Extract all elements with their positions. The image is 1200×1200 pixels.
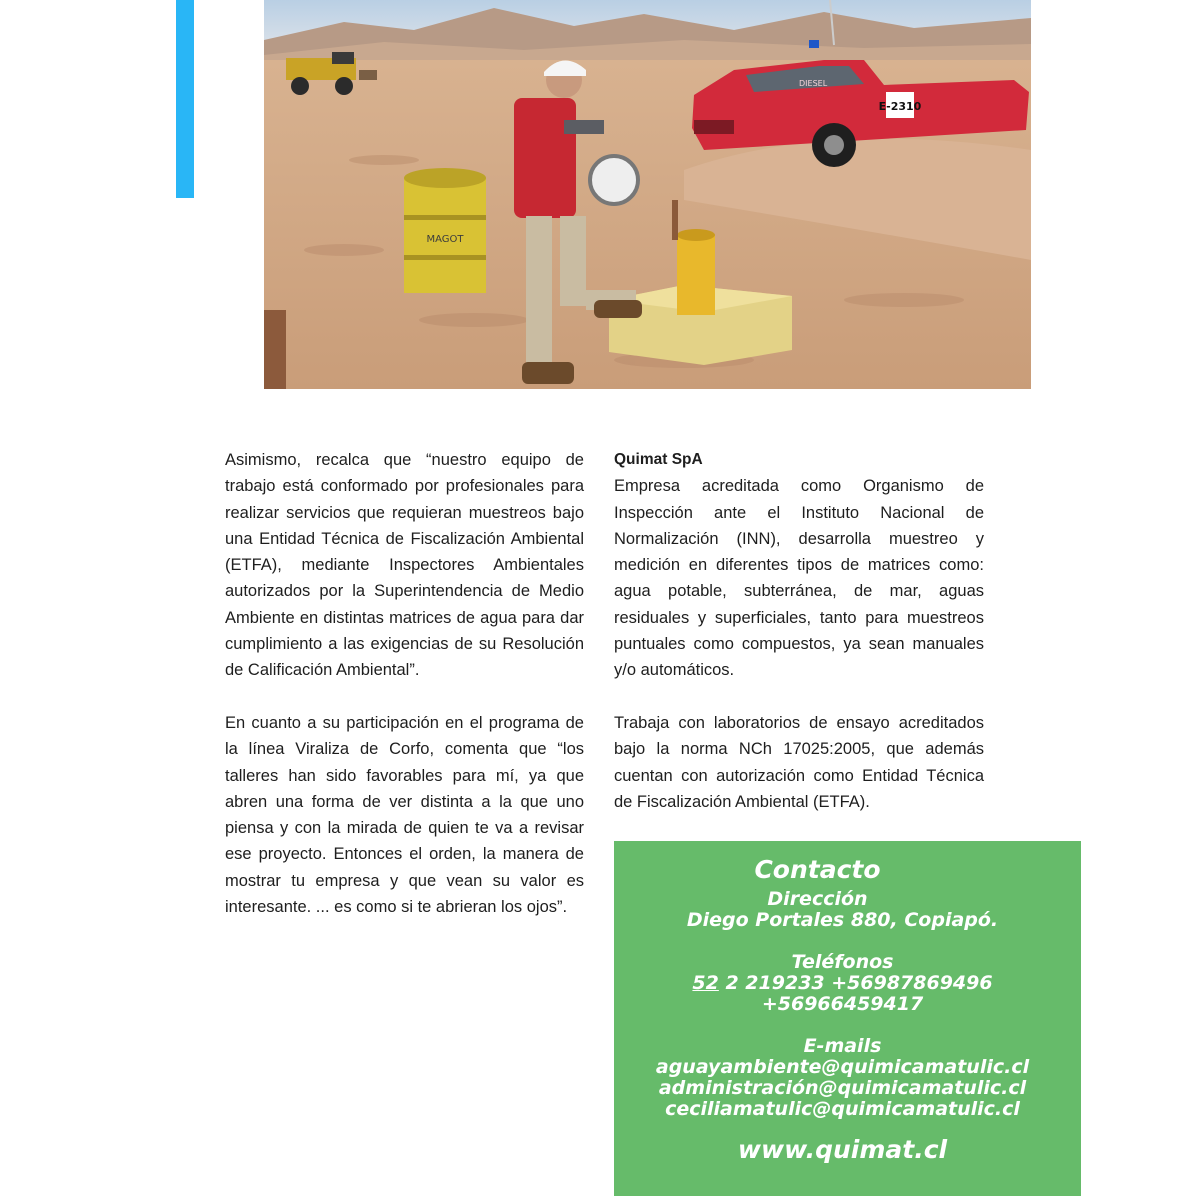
email-link[interactable]: ceciliamatulic@quimicamatulic.cl (665, 1098, 1020, 1120)
accent-bar (176, 0, 194, 198)
right-paragraph-2: Trabaja con laboratorios de ensayo acreditados bajo la norma NCh 17025:2005, que además cuentan con autorización como Entidad Técnica de Fiscalización Ambiental (ETFA). (614, 713, 984, 811)
field-sampling-photo (264, 0, 1031, 389)
photo-illustration (264, 0, 1031, 389)
left-article-column (225, 447, 584, 920)
left-paragraph-2: En cuanto a su participación en el programa de la línea Viraliza de Corfo, comenta que “los talleres han sido favorables para mí, ya que abren una forma de ver distinta a la que uno piensa y con la mirada de quien te va a revisar ese proyecto. Entonces el orden, la manera de mostrar tu empresa y que vean su valor es interesante. ... es como si te abrieran los ojos”. (225, 713, 584, 917)
phone-line-1[interactable] (604, 973, 1081, 994)
email-link[interactable]: aguayambiente@quimicamatulic.cl (655, 1056, 1030, 1078)
phone-area-code[interactable]: 52 (692, 972, 719, 994)
right-paragraph-1: Empresa acreditada como Organismo de Inspección ante el Instituto Nacional de Normalización (INN), desarrolla muestreo y medición en diferentes tipos de matrices como: agua potable, subterránea, de mar, aguas residuales y superficiales, tanto para muestreos puntuales como compuestos, ya sean manuales y/o automáticos. (614, 477, 984, 680)
emails-label: E-mails (803, 1035, 882, 1057)
left-paragraph-1: Asimismo, recalca que “nuestro equipo de trabajo está conformado por profesionales para realizar servicios que requieran muestreos bajo una Entidad Técnica de Fiscalización Ambiental (ETFA), mediante Inspectores Ambientales autorizados por la Superintendencia de Medio Ambiente en distintas matrices de agua para dar cumplimiento a las exigencias de su Resolución de Calificación Ambiental”. (225, 451, 584, 680)
phone-line-1-rest[interactable]: 2 219233 +56987869496 (718, 972, 993, 994)
email-link[interactable]: administración@quimicamatulic.cl (658, 1077, 1027, 1099)
right-article-column (614, 447, 984, 815)
address-value: Diego Portales 880, Copiapó. (686, 909, 999, 931)
phones-label: Teléfonos (791, 951, 894, 973)
contact-title: Contacto (754, 855, 881, 884)
truck-plate: E-2310 (878, 100, 922, 113)
contact-box (614, 841, 1081, 1196)
company-heading: Quimat SpA (614, 451, 703, 468)
website-link[interactable]: www.quimat.cl (737, 1135, 948, 1164)
truck-badge: DIESEL (799, 79, 828, 88)
phone-line-2[interactable]: +56966459417 (761, 993, 924, 1015)
address-label: Dirección (767, 888, 868, 910)
barrel-marking: MAGOT (426, 234, 464, 245)
yellow-barrel (404, 168, 486, 293)
